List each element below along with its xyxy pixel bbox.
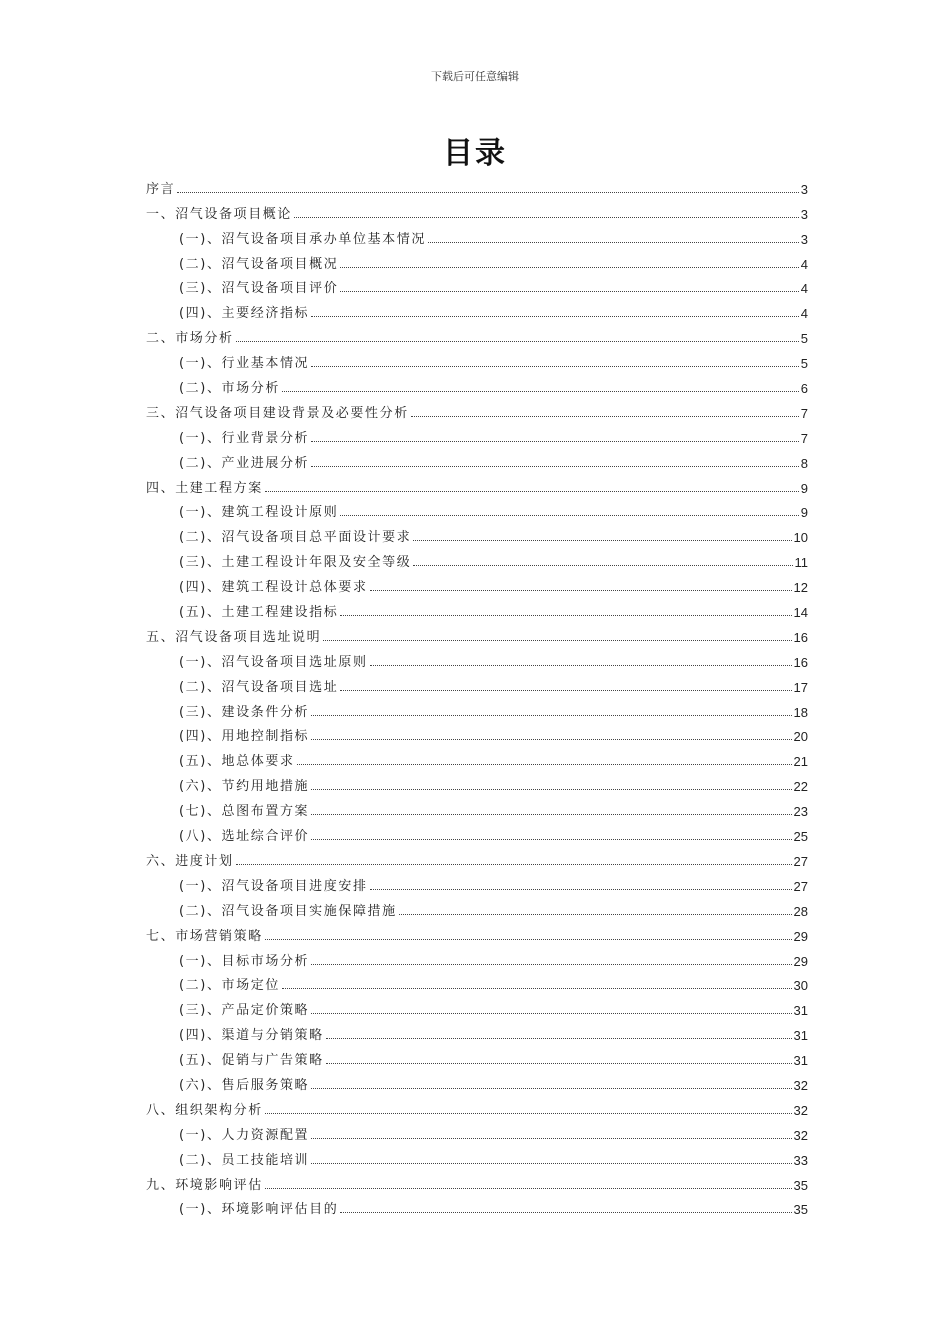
toc-entry-text: (二)、员工技能培训 (179, 1152, 310, 1168)
toc-dot-leader (236, 341, 799, 342)
toc-entry[interactable] (146, 473, 808, 498)
toc-page-number: 3 (800, 181, 808, 197)
toc-page-number: 12 (793, 580, 808, 596)
toc-entry[interactable] (146, 572, 808, 597)
toc-dot-leader (236, 864, 792, 865)
toc-entry[interactable] (146, 871, 808, 896)
toc-entry-text: (四)、渠道与分销策略 (179, 1028, 324, 1044)
toc-entry-text: (二)、沼气设备项目实施保障措施 (179, 903, 397, 919)
toc-entry-text: 七、市场营销策略 (146, 928, 263, 944)
toc-entry-text: (一)、沼气设备项目承办单位基本情况 (179, 231, 426, 247)
toc-page-number: 20 (793, 729, 808, 745)
toc-page-number: 35 (793, 1202, 808, 1218)
toc-dot-leader (311, 466, 799, 467)
toc-entry[interactable] (146, 746, 808, 771)
toc-page-number: 31 (793, 1028, 808, 1044)
toc-dot-leader (282, 988, 792, 989)
toc-page-number: 16 (793, 654, 808, 670)
toc-dot-leader (413, 540, 791, 541)
toc-entry-text: (三)、沼气设备项目评价 (179, 281, 339, 297)
toc-entry-text: (八)、选址综合评价 (179, 829, 310, 845)
toc-page-number: 29 (793, 953, 808, 969)
toc-dot-leader (297, 764, 792, 765)
toc-page-number: 27 (793, 853, 808, 869)
toc-entry-text: 二、市场分析 (146, 331, 234, 347)
toc-page-number: 6 (800, 381, 808, 397)
toc-entry[interactable] (146, 722, 808, 747)
toc-page-number: 8 (800, 455, 808, 471)
toc-entry[interactable] (146, 348, 808, 373)
toc-entry[interactable] (146, 298, 808, 323)
toc-entry[interactable] (146, 398, 808, 423)
toc-entry[interactable] (146, 423, 808, 448)
toc-entry[interactable] (146, 622, 808, 647)
toc-entry-text: (一)、沼气设备项目进度安排 (179, 878, 368, 894)
toc-dot-leader (311, 1163, 791, 1164)
toc-entry-text: 一、沼气设备项目概论 (146, 206, 293, 222)
toc-dot-leader (177, 192, 799, 193)
toc-page-number: 14 (793, 605, 808, 621)
toc-entry-text: (二)、沼气设备项目选址 (179, 679, 339, 695)
toc-entry-text: (三)、产品定价策略 (179, 1003, 310, 1019)
toc-entry[interactable] (146, 547, 808, 572)
toc-entry-text: (六)、售后服务策略 (179, 1077, 310, 1093)
toc-entry[interactable] (146, 921, 808, 946)
toc-page-number: 32 (793, 1102, 808, 1118)
toc-entry[interactable] (146, 896, 808, 921)
toc-page-number: 33 (793, 1152, 808, 1168)
toc-dot-leader (340, 291, 798, 292)
toc-entry[interactable] (146, 498, 808, 523)
toc-dot-leader (311, 739, 791, 740)
toc-page-number: 3 (800, 231, 808, 247)
toc-entry[interactable] (146, 821, 808, 846)
toc-page-number: 18 (793, 704, 808, 720)
toc-entry[interactable] (146, 1120, 808, 1145)
toc-dot-leader (340, 690, 791, 691)
toc-entry[interactable] (146, 771, 808, 796)
toc-page-number: 30 (793, 978, 808, 994)
header-note: 下载后可任意编辑 (431, 70, 519, 83)
toc-page-number: 28 (793, 903, 808, 919)
toc-page-number: 17 (793, 679, 808, 695)
toc-entry-text: (五)、地总体要求 (179, 754, 295, 770)
toc-dot-leader (294, 217, 799, 218)
toc-dot-leader (311, 814, 791, 815)
toc-dot-leader (265, 1188, 792, 1189)
toc-page-number: 5 (800, 331, 808, 347)
toc-dot-leader (311, 441, 799, 442)
toc-entry[interactable] (146, 946, 808, 971)
toc-dot-leader (311, 839, 791, 840)
toc-dot-leader (411, 416, 799, 417)
toc-dot-leader (311, 1013, 791, 1014)
toc-entry[interactable] (146, 224, 808, 249)
toc-entry-text: (五)、土建工程建设指标 (179, 605, 339, 621)
toc-page-number: 4 (800, 306, 808, 322)
toc-entry-text: (一)、目标市场分析 (179, 953, 310, 969)
toc-entry-text: (一)、行业基本情况 (179, 356, 310, 372)
toc-entry-text: (四)、主要经济指标 (179, 306, 310, 322)
toc-entry-text: (二)、沼气设备项目总平面设计要求 (179, 530, 412, 546)
toc-entry[interactable] (146, 323, 808, 348)
toc-entry-text: (二)、市场定位 (179, 978, 280, 994)
toc-entry[interactable] (146, 697, 808, 722)
toc-dot-leader (326, 1063, 792, 1064)
toc-entry[interactable] (146, 1170, 808, 1195)
toc-entry[interactable] (146, 522, 808, 547)
toc-dot-leader (370, 889, 792, 890)
toc-page-number: 4 (800, 256, 808, 272)
toc-page-number: 21 (793, 754, 808, 770)
toc-entry[interactable] (146, 672, 808, 697)
toc-page-number: 22 (793, 779, 808, 795)
toc-dot-leader (282, 391, 799, 392)
toc-entry-text: (六)、节约用地措施 (179, 779, 310, 795)
toc-entry[interactable] (146, 796, 808, 821)
toc-entry[interactable] (146, 647, 808, 672)
toc-dot-leader (399, 914, 792, 915)
toc-dot-leader (311, 789, 791, 790)
toc-dot-leader (370, 590, 792, 591)
toc-entry[interactable] (146, 249, 808, 274)
toc-entry-text: (三)、土建工程设计年限及安全等级 (179, 555, 412, 571)
toc-dot-leader (265, 1113, 792, 1114)
toc-entry[interactable] (146, 971, 808, 996)
toc-entry[interactable] (146, 1070, 808, 1095)
toc-entry-text: (二)、市场分析 (179, 381, 280, 397)
toc-dot-leader (323, 640, 791, 641)
toc-page-number: 35 (793, 1177, 808, 1193)
toc-entry-text: 六、进度计划 (146, 853, 234, 869)
toc-page-number: 7 (800, 405, 808, 421)
toc-entry-text: (四)、建筑工程设计总体要求 (179, 580, 368, 596)
toc-entry-text: (二)、产业进展分析 (179, 455, 310, 471)
toc-page-number: 4 (800, 281, 808, 297)
toc-dot-leader (340, 1212, 791, 1213)
toc-page-number: 5 (800, 356, 808, 372)
toc-entry[interactable] (146, 1195, 808, 1220)
toc-page-number: 9 (800, 505, 808, 521)
toc-entry[interactable] (146, 274, 808, 299)
toc-dot-leader (340, 615, 791, 616)
toc-page-number: 7 (800, 430, 808, 446)
toc-entry-text: (七)、总图布置方案 (179, 804, 310, 820)
toc-entry-text: (四)、用地控制指标 (179, 729, 310, 745)
toc-entry-text: (一)、人力资源配置 (179, 1127, 310, 1143)
toc-entry[interactable] (146, 174, 808, 199)
table-of-contents (146, 174, 808, 1219)
toc-entry[interactable] (146, 1095, 808, 1120)
toc-page-number: 32 (793, 1077, 808, 1093)
toc-page-number: 32 (793, 1127, 808, 1143)
toc-page-number: 29 (793, 928, 808, 944)
toc-dot-leader (311, 1088, 791, 1089)
toc-dot-leader (265, 939, 792, 940)
page-title: 目录 (443, 136, 507, 171)
toc-entry-text: 五、沼气设备项目选址说明 (146, 629, 322, 645)
toc-page-number: 25 (793, 829, 808, 845)
toc-page-number: 9 (800, 480, 808, 496)
toc-dot-leader (311, 964, 791, 965)
toc-entry-text: 八、组织架构分析 (146, 1102, 263, 1118)
toc-entry-text: (一)、环境影响评估目的 (179, 1202, 339, 1218)
toc-dot-leader (428, 242, 799, 243)
toc-page-number: 31 (793, 1053, 808, 1069)
toc-entry-text: (一)、行业背景分析 (179, 430, 310, 446)
toc-dot-leader (311, 366, 799, 367)
toc-entry[interactable] (146, 373, 808, 398)
toc-entry[interactable] (146, 846, 808, 871)
toc-entry[interactable] (146, 1020, 808, 1045)
toc-entry-text: (一)、沼气设备项目选址原则 (179, 654, 368, 670)
toc-entry-text: (三)、建设条件分析 (179, 704, 310, 720)
toc-page-number: 11 (794, 555, 808, 571)
toc-page-number: 3 (800, 206, 808, 222)
toc-entry-text: 三、沼气设备项目建设背景及必要性分析 (146, 405, 409, 421)
toc-entry-text: 九、环境影响评估 (146, 1177, 263, 1193)
toc-dot-leader (340, 515, 798, 516)
toc-dot-leader (311, 715, 791, 716)
toc-entry-text: (一)、建筑工程设计原则 (179, 505, 339, 521)
toc-entry[interactable] (146, 995, 808, 1020)
toc-entry-text: (二)、沼气设备项目概况 (179, 256, 339, 272)
toc-page-number: 27 (793, 878, 808, 894)
toc-entry[interactable] (146, 199, 808, 224)
toc-entry[interactable] (146, 1145, 808, 1170)
toc-dot-leader (326, 1038, 792, 1039)
toc-dot-leader (311, 316, 799, 317)
toc-entry[interactable] (146, 1045, 808, 1070)
toc-entry-text: (五)、促销与广告策略 (179, 1053, 324, 1069)
toc-dot-leader (311, 1138, 791, 1139)
toc-page-number: 31 (793, 1003, 808, 1019)
toc-dot-leader (265, 491, 799, 492)
toc-entry-text: 序言 (146, 181, 176, 197)
toc-page-number: 10 (793, 530, 808, 546)
toc-dot-leader (340, 267, 798, 268)
toc-entry[interactable] (146, 448, 808, 473)
toc-page-number: 23 (793, 804, 808, 820)
toc-entry[interactable] (146, 597, 808, 622)
toc-entry-text: 四、土建工程方案 (146, 480, 263, 496)
toc-dot-leader (370, 665, 792, 666)
toc-page-number: 16 (793, 629, 808, 645)
toc-dot-leader (413, 565, 792, 566)
